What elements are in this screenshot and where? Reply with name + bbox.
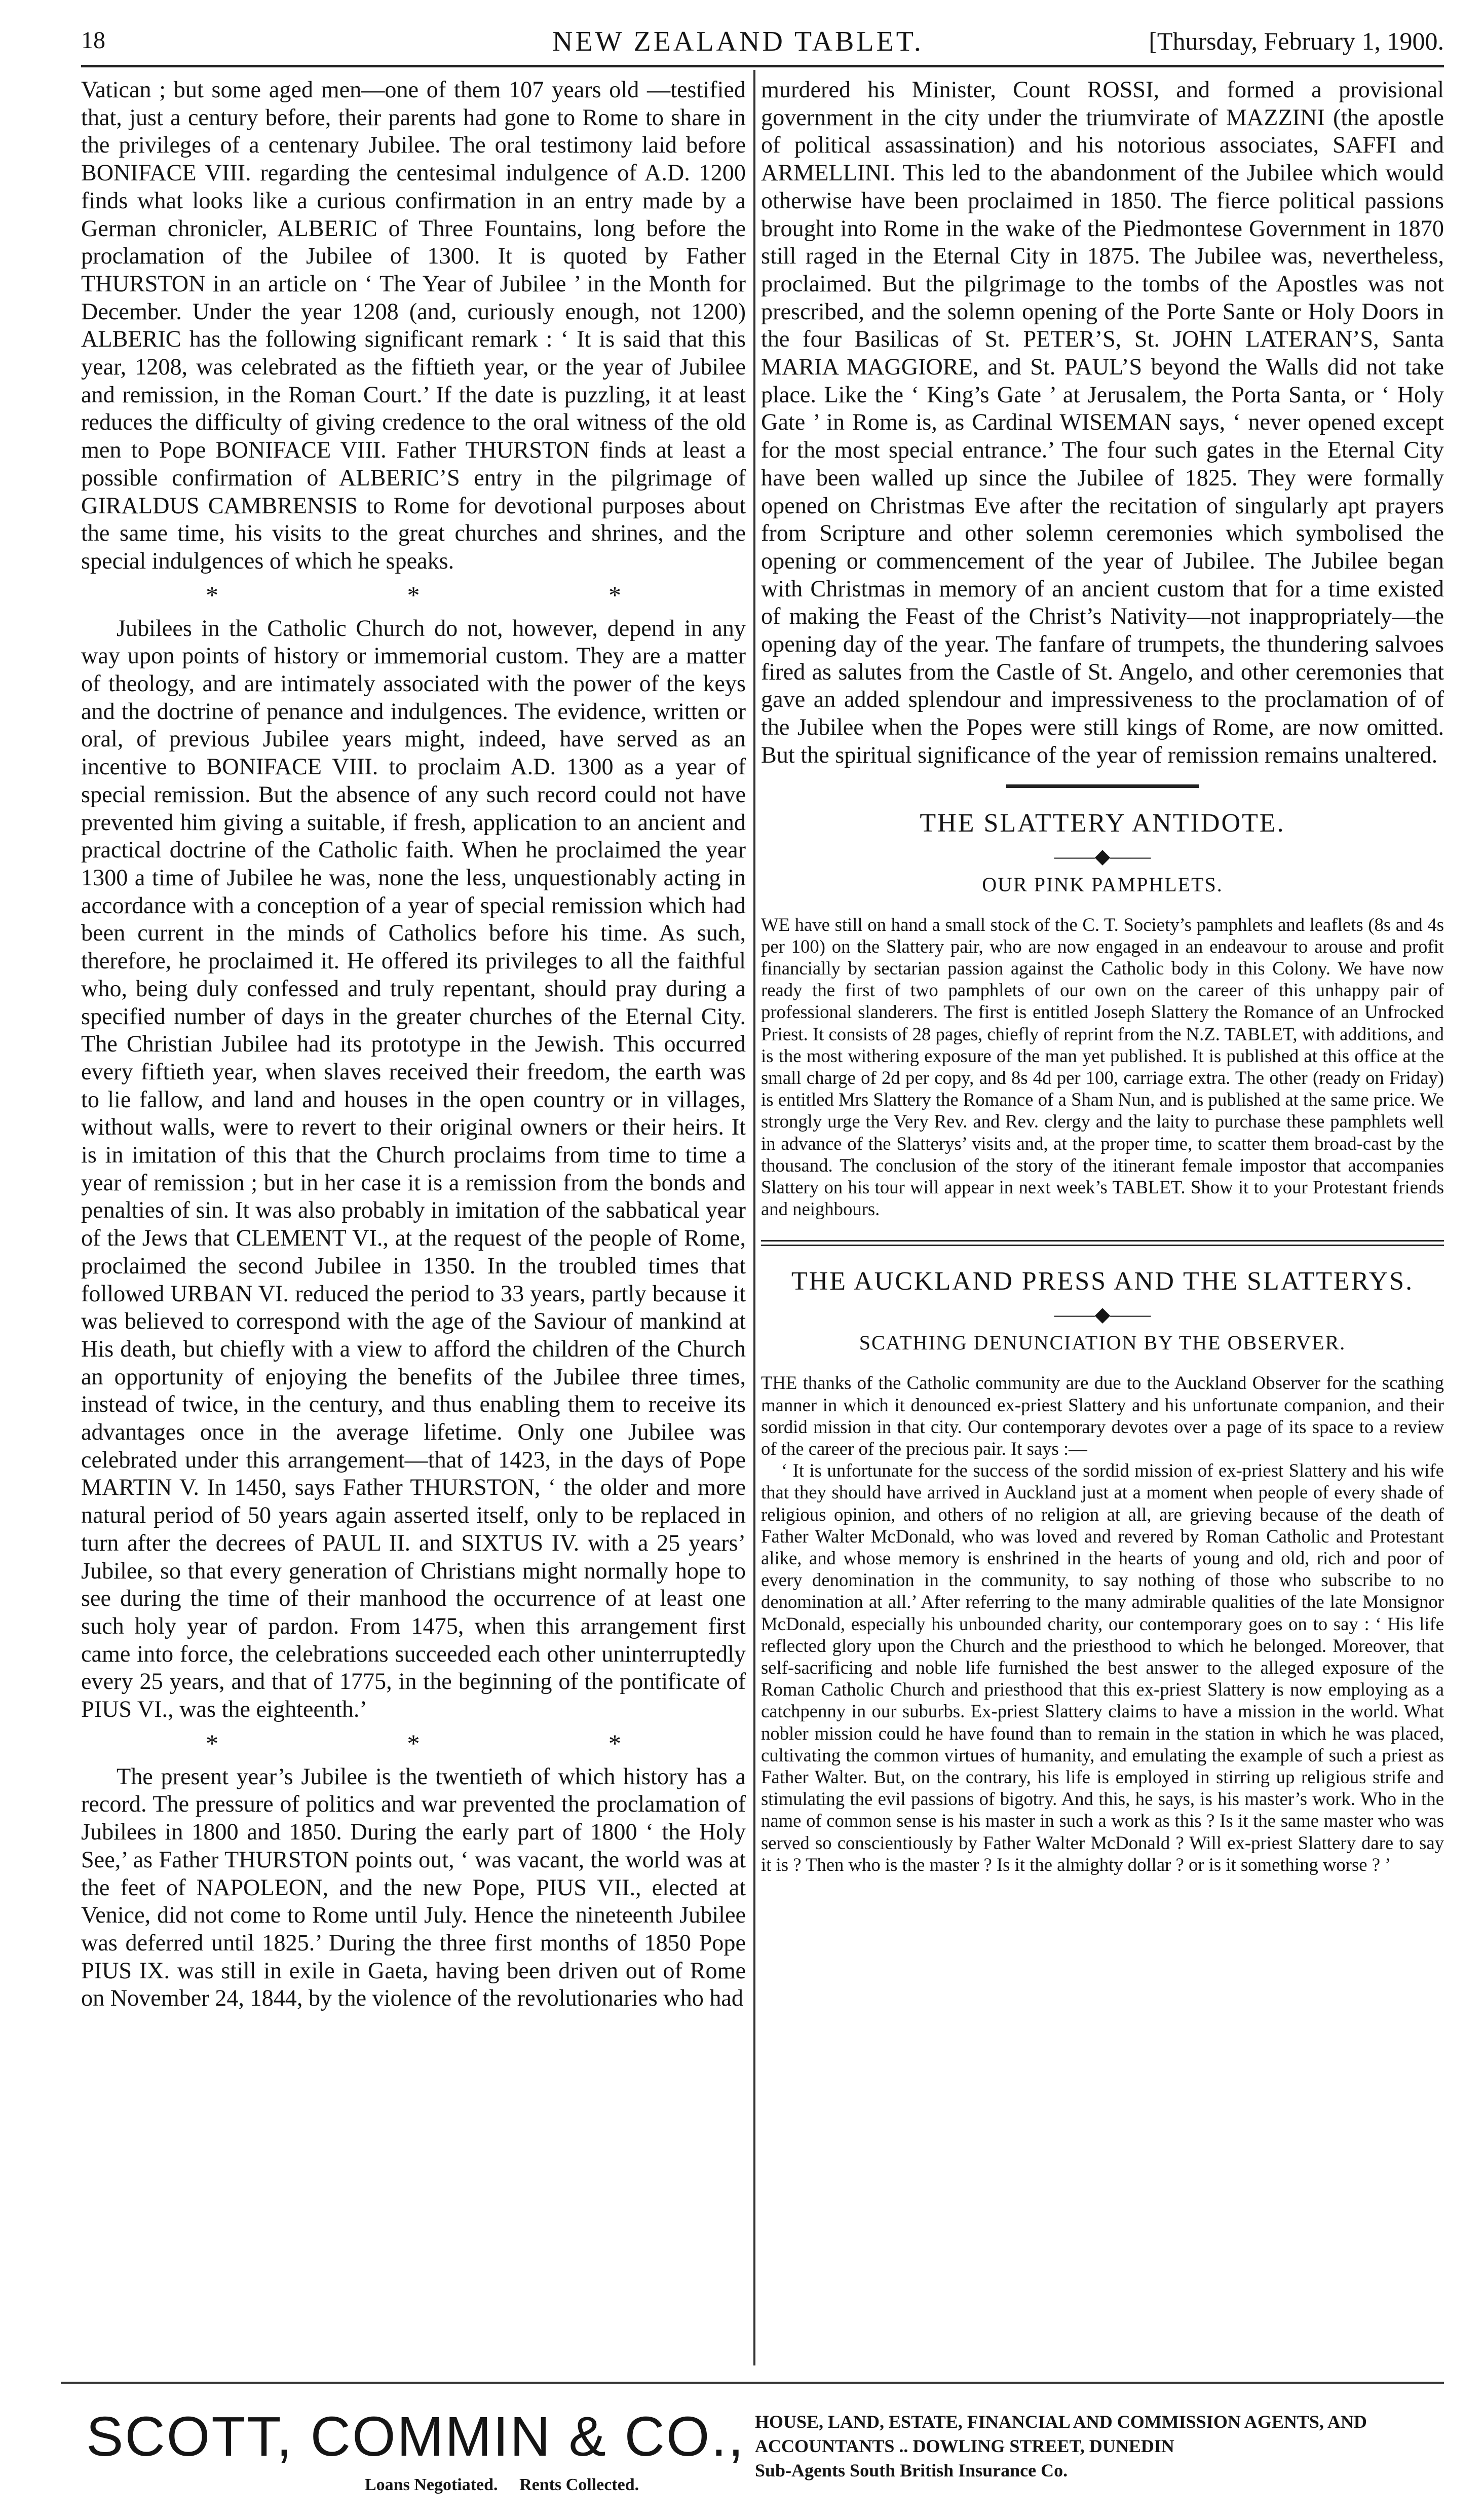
issue-date: [Thursday, February 1, 1900.: [1149, 27, 1444, 55]
observer-subheading: SCATHING DENUNCIATION BY THE OBSERVER.: [859, 1331, 1346, 1355]
newspaper-title: NEW ZEALAND TABLET.: [552, 26, 924, 57]
right-column: [761, 76, 1444, 1875]
section-rule: [1006, 784, 1199, 788]
footer-rule: [61, 2382, 1444, 2384]
company-tagline: [365, 2475, 639, 2495]
jubilee-paragraph-1: Vatican ; but some aged men—one of them 107 years old —testified that, just a century before, their parents had gone to Rome to share in the privileges of a centenary Jubilee. The oral testimony laid before BONIFACE VIII. regarding the centesimal indulgence of A.D. 1200 finds what looks like a curious confirmation in an entry made by a German chronicler, ALBERIC of Three Fountains, long before the proclamation of the Jubilee of 1300. It is quoted by Father THURSTON in an article on ‘ The Year of Jubilee ’ in the Month for December. Under the year 1208 (and, curiously enough, not 1200) ALBERIC has the following significant remark : ‘ It is said that this year, 1208, was celebrated as the fiftieth year, or the year of Jubilee and remission, in the Roman Court.’ If the date is puzzling, it at least reduces the difficulty of giving credence to the oral witness of the old men to Pope BONIFACE VIII. Father THURSTON finds at least a possible confirmation of ALBERIC’S entry in the pilgrimage of GIRALDUS CAMBRENSIS to Rome for devotional purposes about the same time, his visits to the great churches and shrines, and the special indulgences of which he speaks.: [81, 77, 746, 574]
advertisement: [61, 2394, 1444, 2511]
observer-intro: THE thanks of the Catholic community are due to the Auckland Observer for the scathing manner in which it denounced ex-priest Slattery and his unfortunate companion, and their sordid mission in that city. Our contemporary devotes over a page of its space to a review of the career of the precious pair. It says :—: [761, 1372, 1444, 1459]
details-line-1: HOUSE, LAND, ESTATE, FINANCIAL AND COMMISSION AGENTS, AND: [755, 2412, 1367, 2432]
column-divider: [753, 70, 755, 2365]
details-line-2: ACCOUNTANTS .. DOWLING STREET, DUNEDIN: [755, 2436, 1174, 2456]
left-column: [81, 76, 746, 2012]
jubilee-paragraph-2: Jubilees in the Catholic Church do not, however, depend in any way upon points of history or immemorial custom. They are a matter of theology, and are intimately associated with the power of the keys and the doctrine of penance and indulgences. The evidence, written or oral, of previous Jubilee years might, indeed, have served as an incentive to BONIFACE VIII. to proclaim A.D. 1300 as a year of special remission. But the absence of any such record could not have prevented him giving a suitable, if fresh, application to an ancient and practical doctrine of the Catholic faith. When he proclaimed the year 1300 a time of Jubilee he was, none the less, unquestionably acting in accordance with a conception of a year of special remission which had been current in the minds of Catholics before his time. As such, therefore, he proclaimed it. He offered its privileges to all the faithful who, being duly confessed and truly repentant, should pray during a specified number of days in the greater churches of the Eternal City. The Christian Jubilee had its prototype in the Jewish. This occurred every fiftieth year, when slaves received their freedom, the earth was to lie fallow, and land and houses in the open country or in villages, without walls, were to revert to their original owners or their heirs. It is in imitation of this that the Church proclaims from time to time a year of remission ; but in her case it is a remission from the bonds and penalties of sin. It was also probably in imitation of the sabbatical year of the Jews that CLEMENT VI., at the request of the people of Rome, proclaimed the second Jubilee in 1350. In the troubled times that followed URBAN VI. reduced the period to 33 years, partly because it was believed to correspond with the age of the Saviour of mankind at His death, but chiefly with a view to afford the children of the Church an opportunity of enjoying the benefits of the Jubilee three times, instead of twice, in the century, and thus enabling them to receive its advantages once in the average lifetime. Only one Jubilee was celebrated under this arrangement—that of 1423, in the days of Pope MARTIN V. In 1450, says Father THURSTON, ‘ the older and more natural period of 50 years again asserted itself, only to be replaced in turn after the decrees of PAUL II. and SIXTUS IV. with a 25 years’ Jubilee, so that every generation of Christians might normally hope to see during the time of their manhood the occurrence of at least one such holy year of pardon. From 1475, when this arrangement first came into force, the celebrations succeeded each other uninterruptedly every 25 years, and that of 1775, in the beginning of the pontificate of PIUS VI., was the eighteenth.’: [81, 615, 746, 1722]
details-line-3: Sub-Agents South British Insurance Co.: [755, 2460, 1068, 2481]
tagline-loans: Loans Negotiated.: [365, 2475, 498, 2494]
masthead: [76, 20, 1444, 61]
diamond-ornament: ——◆——: [1054, 844, 1151, 868]
page-number: 18: [81, 27, 105, 54]
company-name: SCOTT, COMMIN & CO.,: [86, 2406, 745, 2468]
section-double-rule: [761, 1240, 1444, 1246]
slattery-antidote-heading: THE SLATTERY ANTIDOTE.: [920, 808, 1285, 838]
diamond-ornament: ——◆——: [1054, 1303, 1151, 1326]
company-details: [755, 2410, 1367, 2483]
jubilee-continuation: murdered his Minister, Count ROSSI, and formed a provisional government in the city under the triumvirate of MAZZINI (the apostle of political assassination) and his notorious associates, SAFFI and ARMELLINI. This led to the abandonment of the Jubilee which would otherwise have been proclaimed in 1850. The fierce political passions brought into Rome in the wake of the Piedmontese Government in 1870 still raged in the Eternal City in 1875. The Jubilee was, nevertheless, proclaimed. But the pilgrimage to the tombs of the Apostles was not prescribed, and the solemn opening of the Porte Sante or Holy Doors in the four Basilicas of St. PETER’S, St. JOHN LATERAN’S, Santa MARIA MAGGIORE, and St. PAUL’S beyond the Walls did not take place. Like the ‘ King’s Gate ’ at Jerusalem, the Porta Santa, or ‘ Holy Gate ’ in Rome is, as Cardinal WISEMAN says, ‘ never opened except for the most special entrance.’ The four such gates in the Eternal City have been walled up since the Jubilee of 1825. They were formally opened on Christmas Eve after the recitation of singularly apt prayers from Scripture and other solemn ceremonies which symbolised the opening or commencement of the year of Jubilee. The Jubilee began with Christmas in memory of an ancient custom that for a time existed of making the Feast of the Christ’s Nativity—not inappropriately—the opening day of the year. The fanfare of trumpets, the thundering salvoes fired as salutes from the Castle of St. Angelo, and other ceremonies that gave an added splendour and impressiveness to the proclamation of of the Jubilee when the Popes were still kings of Rome, are now omitted. But the spiritual significance of the year of remission remains unaltered.: [761, 77, 1444, 768]
section-break-stars: * * *: [206, 1728, 712, 1757]
masthead-rule: [81, 65, 1444, 67]
jubilee-paragraph-3: The present year’s Jubilee is the twentieth of which history has a record. The pressure of politics and war prevented the proclamation of Jubilees in 1800 and 1850. During the early part of 1800 ‘ the Holy See,’ as Father THURSTON points out, ‘ was vacant, the world was at the feet of NAPOLEON, and the new Pope, PIUS VII., elected at Venice, did not come to Rome until July. Hence the nineteenth Jubilee was deferred until 1825.’ During the three first months of 1850 Pope PIUS IX. was still in exile in Gaeta, having been driven out of Rome on November 24, 1844, by the violence of the revolutionaries who had: [81, 1763, 746, 2011]
pink-pamphlets-subheading: OUR PINK PAMPHLETS.: [982, 873, 1223, 896]
tagline-rents: Rents Collected.: [519, 2475, 639, 2494]
section-break-stars: * * *: [206, 580, 712, 609]
auckland-press-heading: THE AUCKLAND PRESS AND THE SLATTERYS.: [791, 1267, 1414, 1296]
observer-quotation: ‘ It is unfortunate for the success of the sordid mission of ex-priest Slattery and his wife that they should have arrived in Auckland just at a moment when people of every shade of religious opinion, and others of no religion at all, are grieving because of the death of Father Walter McDonald, who was loved and revered by Roman Catholic and Protestant alike, and whose memory is enshrined in the hearts of young and old, rich and poor of every denomination in the community, to say nothing of those who subscribe to no denomination at all.’ After referring to the many admirable qualities of the late Monsignor McDonald, especially his unbounded charity, our contemporary goes on to say : ‘ His life reflected glory upon the Church and the priesthood to which he belonged. Moreover, that self-sacrificing and noble life furnished the best answer to the alleged exposure of the Roman Catholic Church and priesthood that this ex-priest Slattery is now employing as a catchpenny in our suburbs. Ex-priest Slattery claims to have a mission in the world. What nobler mission could he have found than to remain in the station in which he was placed, cultivating the common virtues of humanity, and emulating the example of such a priest as Father Walter. But, on the contrary, his life is employed in stirring up religious strife and stimulating the evil passions of bigotry. And this, he says, is his master’s work. Who in the name of common sense is his master in such a work as this ? Is it the same master who was served so conscientiously by Father Walter McDonald ? Will ex-priest Slattery dare to say it is ? Then who is the master ? Is it the almighty dollar ? or is it something worse ? ’: [761, 1460, 1444, 1875]
pamphlets-notice: WE have still on hand a small stock of the C. T. Society’s pamphlets and leaflets (8s and 4s per 100) on the Slattery pair, who are now engaged in an endeavour to arouse and profit financially by sectarian passion against the Catholic body in this Colony. We have now ready the first of two pamphlets of our own on the career of this unhappy pair of professional slanderers. The first is entitled Joseph Slattery the Romance of an Unfrocked Priest. It consists of 28 pages, chiefly of reprint from the N.Z. TABLET, with additions, and is the most withering exposure of the man yet published. It is published at this office at the small charge of 2d per copy, and 8s 4d per 100, carriage extra. The other (ready on Friday) is entitled Mrs Slattery the Romance of a Sham Nun, and is published at the same price. We strongly urge the Very Rev. and Rev. clergy and the laity to purchase these pamphlets well in advance of the Slatterys’ visits and, at the proper time, to scatter them broad-cast by the thousand. The conclusion of the story of the itinerant female impostor that accompanies Slattery on his tour will appear in next week’s TABLET. Show it to your Protestant friends and neighbours.: [761, 914, 1444, 1220]
